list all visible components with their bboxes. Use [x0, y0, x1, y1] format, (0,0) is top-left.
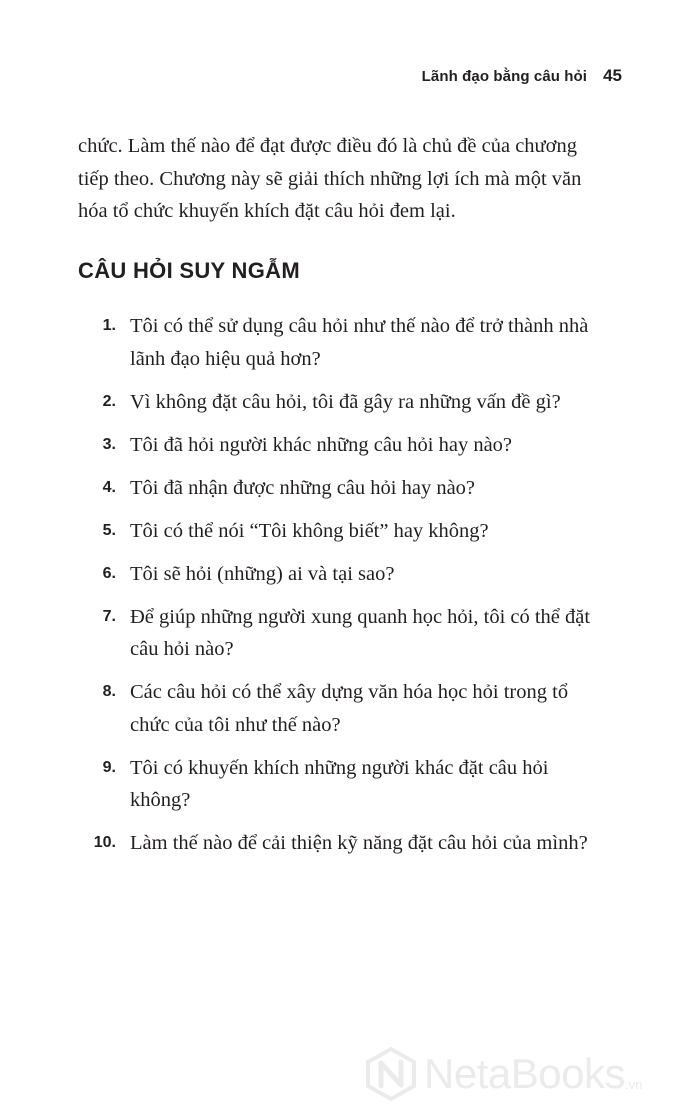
question-text: [130, 386, 624, 419]
question-text: [130, 429, 624, 462]
question-item: [78, 558, 624, 591]
question-line: Tôi đã hỏi người khác những câu hỏi hay nào?: [130, 433, 513, 456]
question-number: 3.: [102, 435, 116, 453]
question-line: Các câu hỏi có thể xây dựng văn hóa học hỏi trong tổ: [130, 681, 569, 703]
question-item: [78, 386, 624, 419]
watermark: [364, 1046, 642, 1102]
intro-line: tiếp theo. Chương này sẽ giải thích những lợi ích mà một văn: [78, 167, 582, 190]
question-line: Để giúp những người xung quanh học hỏi, tôi có thể đặt: [130, 605, 591, 628]
question-list: [78, 310, 624, 870]
question-text: [130, 310, 624, 375]
question-item: [78, 429, 624, 462]
question-text: [130, 752, 624, 817]
question-text: [130, 558, 624, 591]
question-line: lãnh đạo hiệu quả hơn?: [130, 347, 321, 370]
question-line: Tôi có khuyến khích những người khác đặt câu hỏi: [130, 756, 549, 779]
question-text: [130, 472, 624, 505]
question-number: 8.: [102, 683, 116, 700]
question-number: 2.: [102, 392, 116, 410]
question-number: 9.: [102, 758, 116, 776]
question-number: 6.: [102, 564, 116, 582]
question-item: [78, 601, 624, 666]
question-item: [78, 676, 624, 741]
question-number: 4.: [102, 478, 116, 496]
intro-paragraph: [78, 130, 624, 228]
page-number: 45: [603, 66, 622, 85]
question-line: câu hỏi nào?: [130, 638, 234, 660]
question-text: [130, 827, 624, 860]
section-heading: CÂU HỎI SUY NGẪM: [78, 258, 300, 283]
question-item: [78, 752, 624, 817]
question-text: [130, 676, 624, 741]
n-hexagon-logo-icon: [364, 1046, 418, 1102]
question-line: chức của tôi như thế nào?: [130, 713, 341, 736]
question-text: [130, 515, 624, 548]
running-header: [422, 66, 622, 86]
question-text: [130, 601, 624, 666]
question-line: Làm thế nào để cải thiện kỹ năng đặt câu hỏi của mình?: [130, 832, 588, 854]
question-line: Tôi có thể sử dụng câu hỏi như thế nào để trở thành nhà: [130, 315, 589, 337]
question-item: [78, 472, 624, 505]
question-line: Tôi đã nhận được những câu hỏi hay nào?: [130, 476, 476, 499]
question-number: 1.: [102, 317, 116, 334]
question-number: 5.: [102, 521, 116, 539]
intro-line: chức. Làm thế nào để đạt được điều đó là chủ đề của chương: [78, 135, 577, 157]
question-item: [78, 827, 624, 860]
watermark-text: NetaBooks: [424, 1050, 625, 1097]
question-line: không?: [130, 789, 191, 811]
question-item: [78, 515, 624, 548]
watermark-suffix: .vn: [624, 1077, 643, 1092]
running-title: Lãnh đạo bằng câu hỏi: [421, 68, 588, 85]
question-number: 7.: [102, 607, 116, 625]
question-line: Tôi có thể nói “Tôi không biết” hay không?: [130, 519, 489, 542]
question-line: Tôi sẽ hỏi (những) ai và tại sao?: [130, 562, 395, 585]
intro-line: hóa tổ chức khuyến khích đặt câu hỏi đem lại.: [78, 200, 456, 222]
question-item: [78, 310, 624, 375]
question-line: Vì không đặt câu hỏi, tôi đã gây ra những vấn đề gì?: [130, 390, 561, 413]
question-number: 10.: [93, 834, 116, 851]
